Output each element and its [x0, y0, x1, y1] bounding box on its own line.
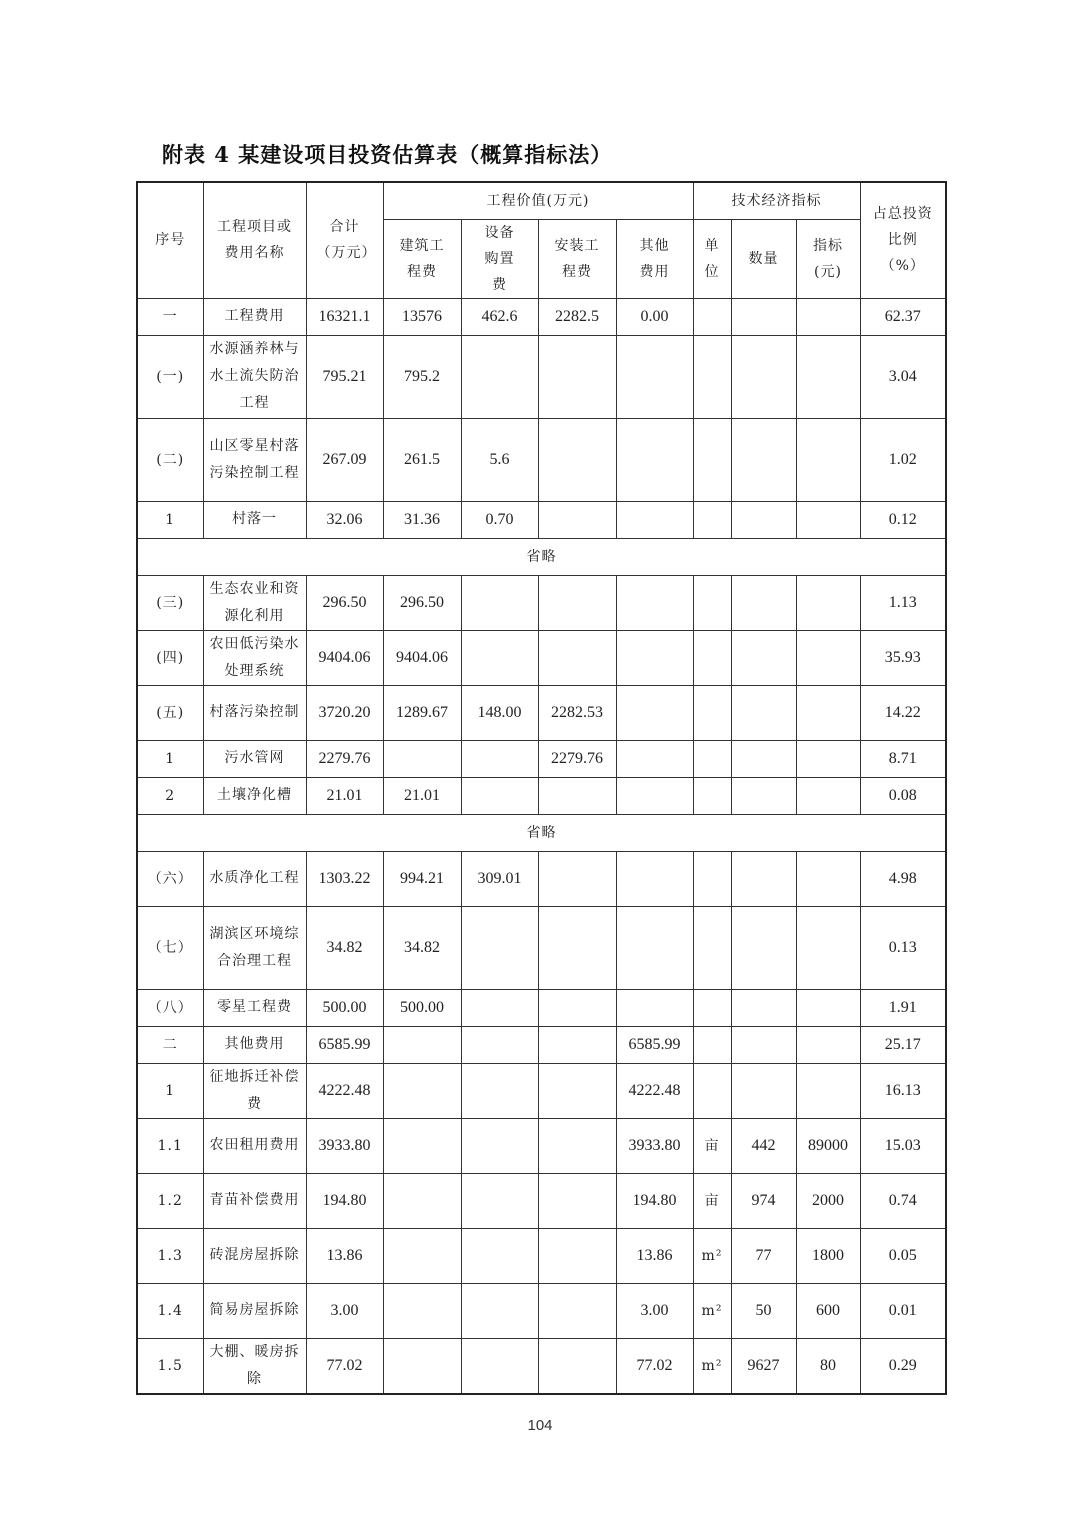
cell-index — [796, 335, 860, 418]
table-row — [137, 1228, 946, 1283]
cell-index — [796, 685, 860, 740]
cell-qty — [731, 630, 796, 685]
cell-total: 3720.20 — [306, 685, 383, 740]
cell-equipment — [461, 906, 538, 989]
header-install: 安装工程费 — [538, 219, 616, 298]
cell-name: 生态农业和资源化利用 — [203, 575, 306, 630]
cell-total: 21.01 — [306, 777, 383, 814]
cell-ratio: 8.71 — [860, 740, 946, 777]
cell-seq: （八） — [137, 989, 203, 1026]
cell-construction — [383, 1118, 461, 1173]
cell-install — [538, 575, 616, 630]
cell-construction: 795.2 — [383, 335, 461, 418]
cell-equipment — [461, 777, 538, 814]
cell-unit: 亩 — [693, 1173, 731, 1228]
cell-seq: (五) — [137, 685, 203, 740]
cell-construction — [383, 1338, 461, 1394]
cell-total: 77.02 — [306, 1338, 383, 1394]
cell-install — [538, 1173, 616, 1228]
cell-qty — [731, 685, 796, 740]
cell-construction: 9404.06 — [383, 630, 461, 685]
cell-other: 3.00 — [616, 1283, 693, 1338]
cell-seq: 1 — [137, 501, 203, 538]
cell-unit — [693, 1063, 731, 1118]
table-row — [137, 906, 946, 989]
cell-index — [796, 1063, 860, 1118]
table-row — [137, 630, 946, 685]
cell-equipment — [461, 630, 538, 685]
table-title: 附表 4 某建设项目投资估算表（概算指标法） — [162, 142, 613, 167]
cell-qty — [731, 298, 796, 335]
cell-construction — [383, 1026, 461, 1063]
cell-unit — [693, 685, 731, 740]
cell-install — [538, 851, 616, 906]
cell-install — [538, 335, 616, 418]
cell-ratio: 0.29 — [860, 1338, 946, 1394]
cell-seq: 1 — [137, 1063, 203, 1118]
cell-qty — [731, 906, 796, 989]
cell-qty: 9627 — [731, 1338, 796, 1394]
cell-total: 34.82 — [306, 906, 383, 989]
omitted-row — [137, 538, 946, 575]
cell-total: 9404.06 — [306, 630, 383, 685]
cell-unit: m² — [693, 1283, 731, 1338]
cell-equipment — [461, 1063, 538, 1118]
omitted-label: 省略 — [137, 814, 946, 851]
cell-unit — [693, 777, 731, 814]
cell-index: 1800 — [796, 1228, 860, 1283]
cell-seq: (四) — [137, 630, 203, 685]
cell-install — [538, 1228, 616, 1283]
cell-other — [616, 989, 693, 1026]
header-name: 工程项目或费用名称 — [203, 182, 306, 298]
cell-seq: 1.5 — [137, 1338, 203, 1394]
cell-construction: 994.21 — [383, 851, 461, 906]
cell-equipment — [461, 1283, 538, 1338]
cell-seq: (一) — [137, 335, 203, 418]
cell-total: 13.86 — [306, 1228, 383, 1283]
header-other: 其他费用 — [616, 219, 693, 298]
cell-equipment: 5.6 — [461, 418, 538, 501]
cell-other — [616, 685, 693, 740]
cell-total: 194.80 — [306, 1173, 383, 1228]
cell-name: 工程费用 — [203, 298, 306, 335]
cell-total: 296.50 — [306, 575, 383, 630]
cell-install — [538, 777, 616, 814]
cell-name: 村落污染控制 — [203, 685, 306, 740]
cell-index — [796, 575, 860, 630]
cell-ratio: 1.13 — [860, 575, 946, 630]
cell-total: 3933.80 — [306, 1118, 383, 1173]
cell-ratio: 0.12 — [860, 501, 946, 538]
cell-total: 6585.99 — [306, 1026, 383, 1063]
cell-seq: 2 — [137, 777, 203, 814]
cell-install — [538, 1118, 616, 1173]
table-row — [137, 575, 946, 630]
cell-total: 16321.1 — [306, 298, 383, 335]
cell-name: 污水管网 — [203, 740, 306, 777]
cell-install — [538, 1063, 616, 1118]
cell-qty: 77 — [731, 1228, 796, 1283]
cell-install — [538, 1283, 616, 1338]
cell-seq: 一 — [137, 298, 203, 335]
cell-other — [616, 335, 693, 418]
cell-other — [616, 575, 693, 630]
cell-install — [538, 630, 616, 685]
investment-estimate-table — [136, 181, 947, 1395]
cell-construction: 296.50 — [383, 575, 461, 630]
cell-name: 水质净化工程 — [203, 851, 306, 906]
cell-ratio: 1.91 — [860, 989, 946, 1026]
cell-name: 大棚、暖房拆除 — [203, 1338, 306, 1394]
cell-index — [796, 298, 860, 335]
cell-construction: 500.00 — [383, 989, 461, 1026]
cell-qty: 974 — [731, 1173, 796, 1228]
cell-seq: (三) — [137, 575, 203, 630]
cell-other: 13.86 — [616, 1228, 693, 1283]
cell-qty — [731, 335, 796, 418]
cell-ratio: 4.98 — [860, 851, 946, 906]
cell-ratio: 14.22 — [860, 685, 946, 740]
cell-unit — [693, 501, 731, 538]
cell-seq: 二 — [137, 1026, 203, 1063]
cell-qty — [731, 418, 796, 501]
cell-index: 2000 — [796, 1173, 860, 1228]
cell-ratio: 0.08 — [860, 777, 946, 814]
cell-other: 77.02 — [616, 1338, 693, 1394]
cell-unit — [693, 575, 731, 630]
table-row — [137, 298, 946, 335]
cell-equipment — [461, 1338, 538, 1394]
cell-qty — [731, 1026, 796, 1063]
cell-other — [616, 501, 693, 538]
cell-construction: 21.01 — [383, 777, 461, 814]
cell-index: 600 — [796, 1283, 860, 1338]
cell-install — [538, 501, 616, 538]
cell-qty: 442 — [731, 1118, 796, 1173]
cell-unit: 亩 — [693, 1118, 731, 1173]
cell-seq: 1.4 — [137, 1283, 203, 1338]
header-total: 合计（万元） — [306, 182, 383, 298]
cell-total: 1303.22 — [306, 851, 383, 906]
cell-unit — [693, 335, 731, 418]
cell-construction: 1289.67 — [383, 685, 461, 740]
cell-ratio: 62.37 — [860, 298, 946, 335]
cell-name: 砖混房屋拆除 — [203, 1228, 306, 1283]
cell-ratio: 1.02 — [860, 418, 946, 501]
cell-total: 2279.76 — [306, 740, 383, 777]
cell-install — [538, 906, 616, 989]
cell-ratio: 0.01 — [860, 1283, 946, 1338]
cell-unit — [693, 740, 731, 777]
cell-seq: （六） — [137, 851, 203, 906]
cell-seq: 1.3 — [137, 1228, 203, 1283]
cell-name: 零星工程费 — [203, 989, 306, 1026]
cell-name: 土壤净化槽 — [203, 777, 306, 814]
table-row — [137, 335, 946, 418]
cell-seq: 1 — [137, 740, 203, 777]
cell-other: 3933.80 — [616, 1118, 693, 1173]
cell-install — [538, 1026, 616, 1063]
table-row — [137, 1118, 946, 1173]
cell-unit — [693, 630, 731, 685]
cell-seq: 1.1 — [137, 1118, 203, 1173]
table-row — [137, 1283, 946, 1338]
cell-index — [796, 851, 860, 906]
cell-unit — [693, 989, 731, 1026]
cell-construction: 34.82 — [383, 906, 461, 989]
header-unit: 单位 — [693, 219, 731, 298]
cell-unit: m² — [693, 1338, 731, 1394]
cell-total: 267.09 — [306, 418, 383, 501]
cell-install — [538, 418, 616, 501]
table-row — [137, 501, 946, 538]
cell-other — [616, 740, 693, 777]
cell-equipment — [461, 1026, 538, 1063]
table-row — [137, 989, 946, 1026]
cell-total: 32.06 — [306, 501, 383, 538]
cell-seq: （七） — [137, 906, 203, 989]
cell-ratio: 3.04 — [860, 335, 946, 418]
cell-other: 0.00 — [616, 298, 693, 335]
cell-equipment — [461, 335, 538, 418]
cell-other — [616, 906, 693, 989]
table-row — [137, 1063, 946, 1118]
cell-index: 80 — [796, 1338, 860, 1394]
cell-total: 4222.48 — [306, 1063, 383, 1118]
cell-unit: m² — [693, 1228, 731, 1283]
table-row — [137, 1173, 946, 1228]
table-row — [137, 1026, 946, 1063]
cell-ratio: 0.05 — [860, 1228, 946, 1283]
cell-qty — [731, 851, 796, 906]
cell-total: 500.00 — [306, 989, 383, 1026]
cell-equipment — [461, 1173, 538, 1228]
cell-seq: 1.2 — [137, 1173, 203, 1228]
cell-unit — [693, 906, 731, 989]
cell-equipment — [461, 1118, 538, 1173]
cell-construction: 261.5 — [383, 418, 461, 501]
header-tech-group: 技术经济指标 — [693, 182, 860, 219]
cell-total: 3.00 — [306, 1283, 383, 1338]
cell-construction — [383, 740, 461, 777]
cell-equipment — [461, 740, 538, 777]
cell-name: 水源涵养林与水土流失防治工程 — [203, 335, 306, 418]
cell-other: 194.80 — [616, 1173, 693, 1228]
table-row — [137, 851, 946, 906]
table-row — [137, 740, 946, 777]
cell-other: 4222.48 — [616, 1063, 693, 1118]
cell-qty — [731, 575, 796, 630]
cell-qty — [731, 740, 796, 777]
omitted-label: 省略 — [137, 538, 946, 575]
table-row — [137, 777, 946, 814]
cell-construction — [383, 1173, 461, 1228]
cell-name: 征地拆迁补偿费 — [203, 1063, 306, 1118]
cell-construction — [383, 1063, 461, 1118]
header-value-group: 工程价值(万元) — [383, 182, 693, 219]
cell-install: 2279.76 — [538, 740, 616, 777]
header-seq: 序号 — [137, 182, 203, 298]
header-construction: 建筑工程费 — [383, 219, 461, 298]
cell-equipment: 0.70 — [461, 501, 538, 538]
cell-qty — [731, 777, 796, 814]
cell-index — [796, 777, 860, 814]
cell-name: 湖滨区环境综合治理工程 — [203, 906, 306, 989]
cell-equipment — [461, 575, 538, 630]
cell-unit — [693, 418, 731, 501]
cell-unit — [693, 851, 731, 906]
cell-construction — [383, 1228, 461, 1283]
cell-name: 简易房屋拆除 — [203, 1283, 306, 1338]
cell-index — [796, 630, 860, 685]
cell-equipment: 462.6 — [461, 298, 538, 335]
cell-name: 农田租用费用 — [203, 1118, 306, 1173]
cell-ratio: 0.74 — [860, 1173, 946, 1228]
cell-qty — [731, 1063, 796, 1118]
table-row — [137, 1338, 946, 1394]
cell-construction — [383, 1283, 461, 1338]
cell-ratio: 25.17 — [860, 1026, 946, 1063]
cell-ratio: 35.93 — [860, 630, 946, 685]
cell-index — [796, 906, 860, 989]
cell-ratio: 15.03 — [860, 1118, 946, 1173]
cell-name: 农田低污染水处理系统 — [203, 630, 306, 685]
cell-index: 89000 — [796, 1118, 860, 1173]
cell-other — [616, 777, 693, 814]
header-ratio: 占总投资比例（%） — [860, 182, 946, 298]
cell-other — [616, 418, 693, 501]
cell-unit — [693, 1026, 731, 1063]
cell-install — [538, 989, 616, 1026]
cell-index — [796, 740, 860, 777]
cell-equipment: 148.00 — [461, 685, 538, 740]
omitted-row — [137, 814, 946, 851]
cell-construction: 13576 — [383, 298, 461, 335]
cell-total: 795.21 — [306, 335, 383, 418]
cell-unit — [693, 298, 731, 335]
cell-other: 6585.99 — [616, 1026, 693, 1063]
header-index: 指标(元) — [796, 219, 860, 298]
cell-qty — [731, 989, 796, 1026]
cell-install: 2282.5 — [538, 298, 616, 335]
header-equipment: 设备购置费 — [461, 219, 538, 298]
cell-index — [796, 418, 860, 501]
header-qty: 数量 — [731, 219, 796, 298]
cell-construction: 31.36 — [383, 501, 461, 538]
cell-ratio: 0.13 — [860, 906, 946, 989]
table-row — [137, 418, 946, 501]
cell-other — [616, 851, 693, 906]
cell-install: 2282.53 — [538, 685, 616, 740]
cell-equipment — [461, 1228, 538, 1283]
cell-install — [538, 1338, 616, 1394]
cell-equipment: 309.01 — [461, 851, 538, 906]
cell-qty: 50 — [731, 1283, 796, 1338]
cell-ratio: 16.13 — [860, 1063, 946, 1118]
cell-seq: (二) — [137, 418, 203, 501]
cell-index — [796, 501, 860, 538]
table-row — [137, 685, 946, 740]
cell-name: 其他费用 — [203, 1026, 306, 1063]
page-number: 104 — [527, 1417, 553, 1434]
cell-name: 山区零星村落污染控制工程 — [203, 418, 306, 501]
cell-qty — [731, 501, 796, 538]
cell-index — [796, 1026, 860, 1063]
cell-index — [796, 989, 860, 1026]
cell-equipment — [461, 989, 538, 1026]
cell-name: 青苗补偿费用 — [203, 1173, 306, 1228]
cell-other — [616, 630, 693, 685]
cell-name: 村落一 — [203, 501, 306, 538]
